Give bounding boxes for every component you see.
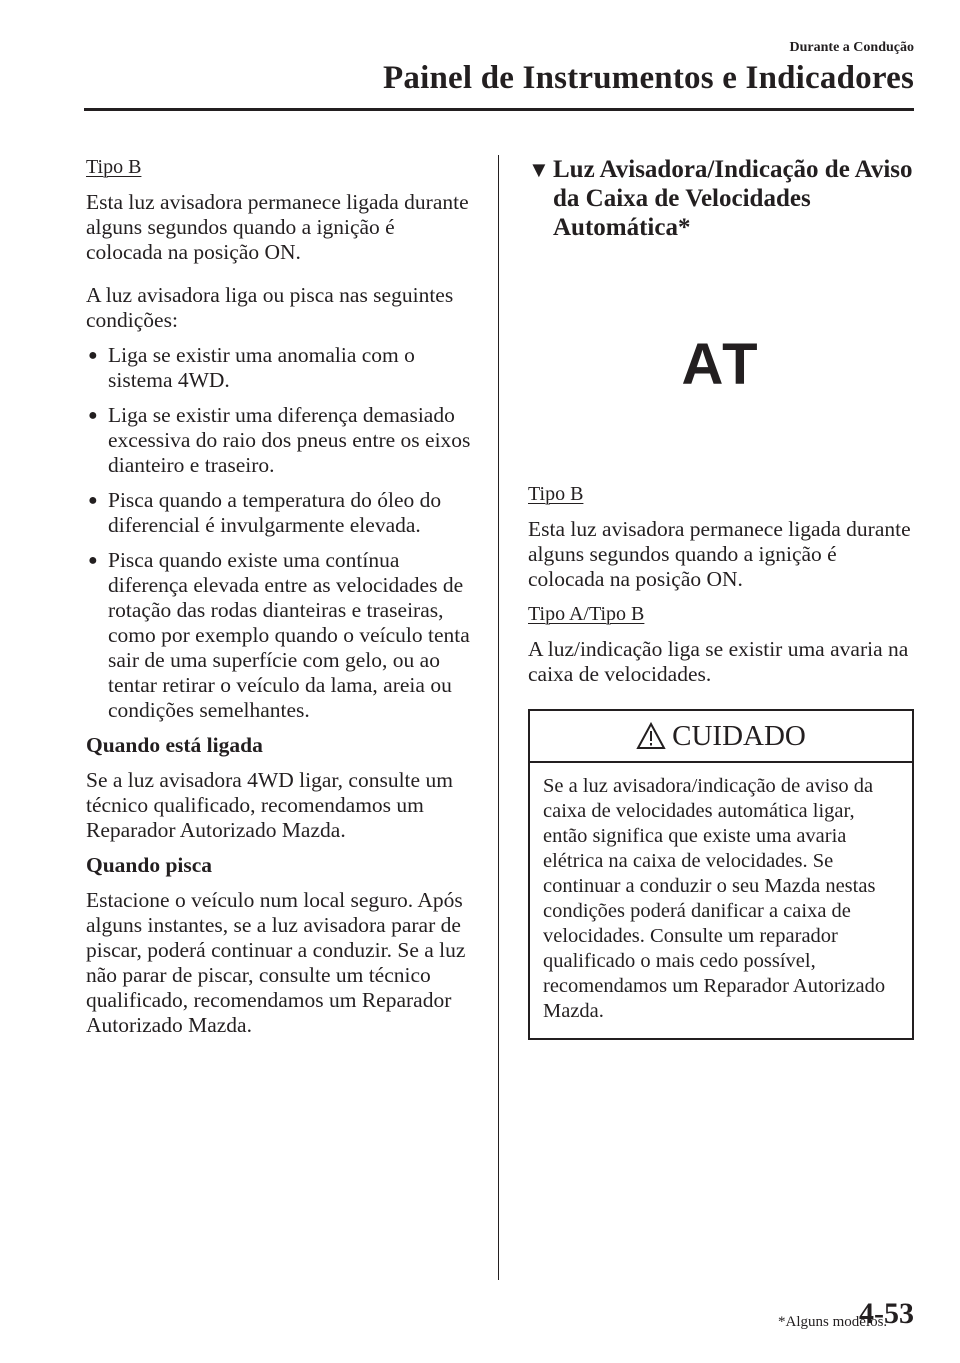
column-divider	[498, 155, 499, 1280]
bullet-icon: ●	[88, 492, 98, 509]
bullet-icon: ●	[88, 407, 98, 424]
running-header-section: Durante a Condução	[789, 40, 914, 55]
list-item: ● Pisca quando existe uma contínua diferença elevada entre as velocidades de rotação das rodas dianteiras e traseiras, como por exemplo quando o veículo tenta sair de uma superfície com gelo, ou ao tentar retirar o veículo da lama, areia ou condições semelhantes.	[88, 548, 470, 722]
conditions-list	[86, 343, 476, 723]
when-on-paragraph: Se a luz avisadora 4WD ligar, consulte um técnico qualificado, recomendamos um Reparador Autorizado Mazda.	[86, 768, 453, 842]
tipo-b-paragraph: Esta luz avisadora permanece ligada durante alguns segundos quando a ignição é colocada na posição ON.	[86, 190, 469, 264]
warning-triangle-icon	[636, 722, 666, 750]
tipo-ab-subheading: Tipo A/Tipo B	[528, 603, 645, 625]
list-item: ● Pisca quando a temperatura do óleo do diferencial é invulgarmente elevada.	[88, 488, 442, 537]
tipo-b-subheading: Tipo B	[86, 156, 142, 178]
header-rule	[84, 108, 914, 111]
section-heading	[528, 155, 914, 242]
right-column	[528, 155, 914, 1040]
when-flashing-heading: Quando pisca	[86, 853, 213, 877]
bullet-icon: ●	[88, 347, 98, 364]
caution-title: CUIDADO	[672, 719, 806, 752]
caution-body: Se a luz avisadora/indicação de aviso da caixa de velocidades automática ligar, então significa que existe uma avaria elétrica na caixa de velocidades. Se continuar a conduzir o seu Mazda nestas condições poderá danificar a caixa de velocidades. Consulte um reparador qualificado o mais cedo possível, recomendamos um Reparador Autorizado Mazda.	[543, 775, 886, 1022]
at-warning-symbol: AT	[681, 332, 761, 397]
triangle-down-icon: ▼	[528, 157, 550, 182]
tipo-ab-paragraph: A luz/indicação liga se existir uma avaria na caixa de velocidades.	[528, 637, 909, 686]
conditions-intro: A luz avisadora liga ou pisca nas seguintes condições:	[86, 283, 454, 332]
list-item: ● Liga se existir uma anomalia com o sistema 4WD.	[88, 343, 415, 392]
tipo-b-subheading-right: Tipo B	[528, 483, 584, 505]
when-on-heading: Quando está ligada	[86, 733, 263, 757]
page-title: Painel de Instrumentos e Indicadores	[383, 60, 914, 96]
left-column	[86, 155, 476, 1038]
section-heading-text: Luz Avisadora/Indicação de Aviso da Caixa de Velocidades Automática*	[553, 156, 913, 241]
when-flashing-paragraph: Estacione o veículo num local seguro. Após alguns instantes, se a luz avisadora parar de piscar, poderá continuar a conduzir. Se a luz não parar de piscar, consulte um técnico qualificado, recomendamos um Reparador Autorizado Mazda.	[86, 888, 466, 1037]
bullet-icon: ●	[88, 552, 98, 569]
list-item: ● Liga se existir uma diferença demasiado excessiva do raio dos pneus entre os eixos dianteiro e traseiro.	[88, 403, 471, 477]
caution-box	[528, 709, 914, 1040]
footnote: *Alguns modelos.	[778, 1314, 888, 1330]
tipo-b-paragraph-right: Esta luz avisadora permanece ligada durante alguns segundos quando a ignição é colocada na posição ON.	[528, 517, 911, 591]
caution-header	[530, 711, 912, 763]
page-number: 4-53	[859, 1297, 914, 1330]
